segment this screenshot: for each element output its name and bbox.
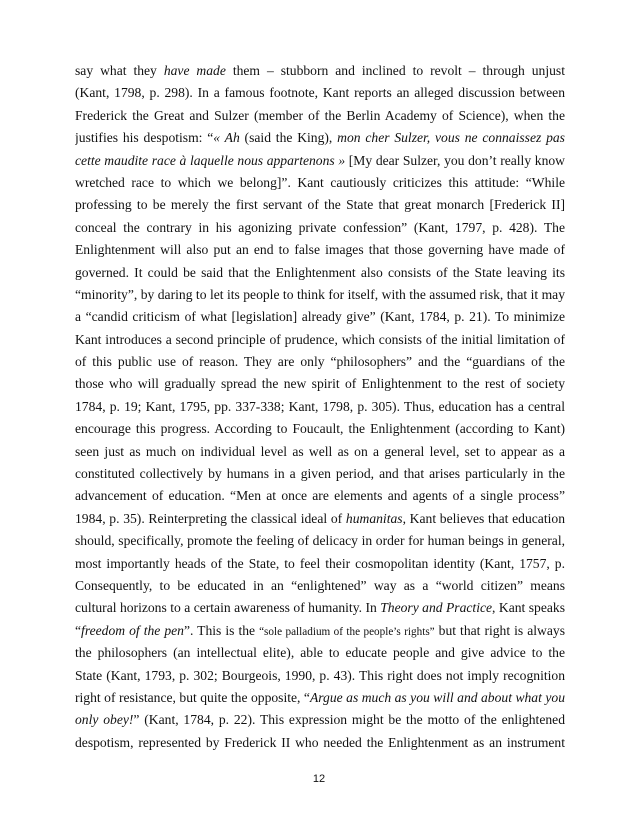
text-line: “minority”, by daring to let its people to think for itself, with the assumed risk, that it may <box>75 286 565 302</box>
text-line: constituted collectively by humans in a given period, and that arises particularly in the <box>75 466 565 482</box>
italic-text: « Ah <box>213 130 240 146</box>
text-line: conceal the contrary in his agonizing private confession” (Kant, 1797, p. 428). The <box>75 219 565 235</box>
text-line: advancement of education. “Men at once are elements and agents of a single process” <box>75 488 565 504</box>
text-line: wretched race to which we belong]”. Kant cautiously criticizes this attitude: “While <box>75 174 565 190</box>
italic-text: Theory and Practice <box>380 600 493 616</box>
text-line: the philosophers (an intellectual elite), able to educate people and give advice to the <box>75 645 565 661</box>
italic-text: have made <box>163 63 226 78</box>
text-line: 1784, p. 19; Kant, 1795, pp. 337-338; Kant, 1798, p. 305). Thus, education has a central <box>75 398 565 414</box>
text-line: most importantly heads of the State, to feel their cosmopolitan identity (Kant, 1757, p. <box>75 555 565 571</box>
page-number: 12 <box>312 773 326 785</box>
italic-text: Argue as much as you will and about what you <box>309 689 565 705</box>
text-line: say what they have made them – stubborn and inclined to revolt – through unjust <box>75 63 565 78</box>
text-line: those who will gradually spread the new spirit of Enlightenment to the rest of society <box>75 376 565 392</box>
text-line: Kant introduces a second principle of prudence, which consists of the initial limitation of <box>75 331 565 347</box>
text-line: seen just as much on individual level as well as on a general level, set to appear as a <box>75 443 565 459</box>
text-line: governed. It could be said that the Enlightenment also consists of the State leaving its <box>75 264 565 280</box>
text-line: State (Kant, 1793, p. 302; Bourgeois, 1990, p. 43). This right does not imply recognition <box>75 667 565 683</box>
italic-text: humanitas <box>345 510 403 526</box>
italic-text: mon cher Sulzer, vous ne connaissez pas <box>337 130 565 146</box>
text-line: right of resistance, but quite the opposite, “Argue as much as you will and about what you <box>75 687 565 709</box>
italic-text: only obey! <box>75 712 134 728</box>
small-quote: “sole palladium of the people’s rights” <box>259 625 435 638</box>
text-line: 1984, p. 35). Reinterpreting the classical ideal of humanitas, Kant believes that education <box>75 510 565 526</box>
text-line: a “candid criticism of what [legislation] already give” (Kant, 1784, p. 21). To minimize <box>75 309 565 325</box>
text-line: Enlightenment will also put an end to false images that those governing have made of <box>75 242 565 258</box>
text-line: despotism, represented by Frederick II who needed the Enlightenment as an instrument <box>75 734 565 750</box>
italic-text: cette maudite race à laquelle nous appartenons » <box>75 152 346 168</box>
body-text <box>75 60 565 754</box>
text-line: of this public use of reason. They are only “philosophers” and the “guardians of the <box>75 354 565 370</box>
text-line: cette maudite race à laquelle nous appartenons » [My dear Sulzer, you don’t really know <box>75 152 565 168</box>
text-line: only obey!” (Kant, 1784, p. 22). This expression might be the motto of the enlightened <box>75 712 565 728</box>
text-line: (Kant, 1798, p. 298). In a famous footnote, Kant reports an alleged discussion between <box>75 85 565 101</box>
text-line: professing to be merely the first servant of the State that great monarch [Frederick II] <box>75 197 565 213</box>
text-line: Consequently, to be educated in an “enlightened” way as a “world citizen” means <box>75 577 565 593</box>
text-line: “freedom of the pen”. This is the “sole palladium of the people’s rights” but that right is always <box>75 622 565 638</box>
text-line: should, specifically, promote the feeling of delicacy in order for human beings in general, <box>75 533 565 549</box>
italic-text: freedom of the pen <box>81 622 184 638</box>
text-line: justifies his despotism: “« Ah (said the King), mon cher Sulzer, vous ne connaissez pas <box>75 127 565 149</box>
text-line: encourage this progress. According to Foucault, the Enlightenment (according to Kant) <box>75 421 565 437</box>
text-line: cultural horizons to a certain awareness of humanity. In Theory and Practice, Kant speaks <box>75 600 565 616</box>
text-line: Frederick the Great and Sulzer (member of the Berlin Academy of Science), when the <box>75 107 565 123</box>
